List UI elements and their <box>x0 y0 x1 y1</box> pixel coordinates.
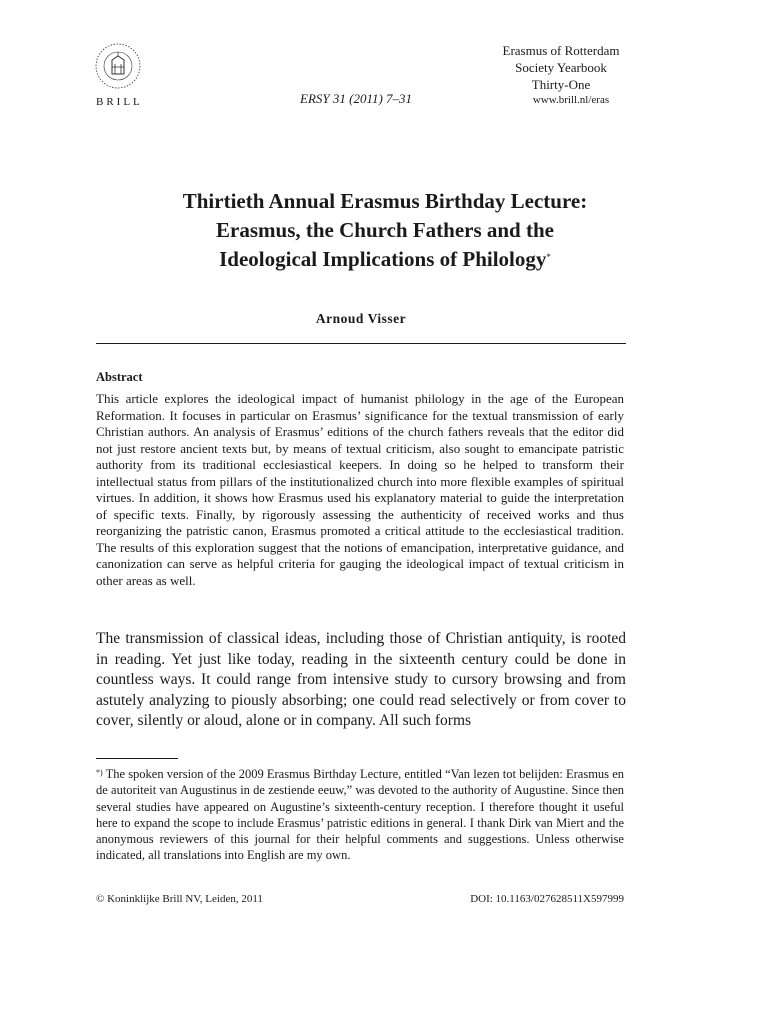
yearbook-line: Erasmus of Rotterdam <box>502 43 620 58</box>
title-line: Thirtieth Annual Erasmus Birthday Lecture: <box>182 189 588 213</box>
yearbook-title <box>490 42 632 93</box>
body-paragraph: The transmission of classical ideas, including those of Christian antiquity, is rooted in reading. Yet just like today, reading in the sixteenth century could be done in countless ways. It could range from intensive study to cursory browsing and from astutely analyzing to piously absorbing; one could read selectively or from cover to cover, silently or aloud, alone or in company. All such forms <box>96 630 626 729</box>
journal-reference: ERSY 31 (2011) 7–31 <box>300 91 413 106</box>
title-divider <box>96 343 626 344</box>
doi: DOI: 10.1163/027628511X597999 <box>470 893 624 905</box>
yearbook-line: Thirty-One <box>531 77 591 92</box>
title-line: Erasmus, the Church Fathers and the <box>216 218 554 242</box>
footnote <box>96 766 624 864</box>
footnote-mark: *) <box>96 768 103 777</box>
title-line: Ideological Implications of Philology* <box>219 247 551 271</box>
title-footnote-mark[interactable]: * <box>546 252 551 262</box>
footnote-divider <box>96 758 178 759</box>
journal-url[interactable]: www.brill.nl/eras <box>532 94 610 106</box>
abstract-text: This article explores the ideological impact of humanist philology in the age of the European Reformation. It focuses in particular on Erasmus’ significance for the textual transmission of early Christian authors. An analysis of Erasmus’ editions of the church fathers reveals that the editor did not just restore ancient texts but, by means of textual criticism, also sought to emancipate patristic authority from its traditional ecclesiastical keepers. In doing so he helped to transform their intellectual status from pillars of the institutionalized church into more flexible examples of spiritual virtues. In addition, it shows how Erasmus used his explanatory material to guide the interpretation of specific texts. Finally, by rigorously assessing the authenticity of received works and thus reorganizing the patristic canon, Erasmus promoted a critical attitude to the ecclesiastical tradition. The results of this exploration suggest that the notions of emancipation, interpretative guidance, and canonization can serve as helpful criteria for gauging the ideological impact of textual criticism in other areas as well. <box>96 391 624 588</box>
abstract-heading: Abstract <box>96 370 143 384</box>
yearbook-line: Society Yearbook <box>515 60 607 75</box>
author-name: Arnoud Visser <box>315 311 407 326</box>
brill-logo-icon <box>92 40 144 96</box>
footnote-text: The spoken version of the 2009 Erasmus Birthday Lecture, entitled “Van lezen tot belijden: Erasmus en de autoriteit van Augustinus in de zestiende eeuw,” was devoted to the authority of Augustine. Since then several studies have appeared on Augustine’s sixteenth-century reception. I therefore thought it useful here to expand the scope to include Erasmus’ patristic editions in general. I thank Dirk van Miert and the anonymous reviewers of this journal for their helpful comments and suggestions. Unless otherwise indicated, all translations into English are my own. <box>96 767 624 863</box>
copyright-notice: © Koninklijke Brill NV, Leiden, 2011 <box>96 893 263 905</box>
publisher-name: BRILL <box>96 96 143 108</box>
article-title <box>100 187 670 274</box>
